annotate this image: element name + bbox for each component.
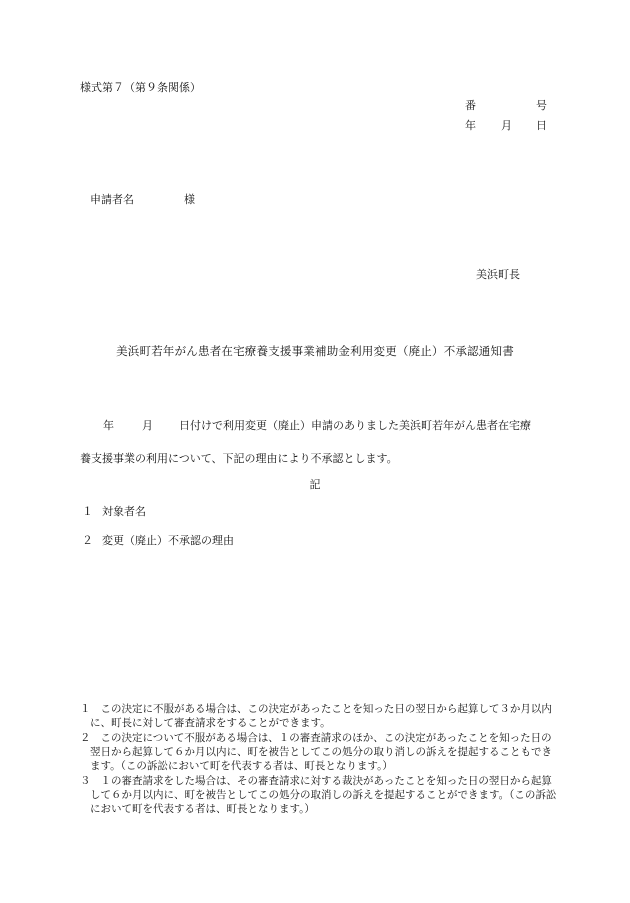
- document-number-suffix: 号: [536, 99, 547, 112]
- body-line-1: [103, 419, 531, 433]
- applicant-honorific: 様: [184, 193, 195, 206]
- body-year: 年: [103, 419, 114, 432]
- form-number: 様式第７（第９条関係）: [80, 81, 201, 94]
- appeal-note-1: [80, 702, 560, 730]
- item-label: 対象者名: [102, 505, 146, 518]
- body-line-1-text: 日付けで利用変更（廃止）申請のありました美浜町若年がん患者在宅療: [179, 419, 531, 432]
- issuer-name: 美浜町長: [476, 268, 520, 281]
- appeal-note-2: [80, 731, 560, 773]
- note-text: この決定について不服がある場合は、１の審査請求のほか、この決定があったことを知った日の翌日から起算して６か月以内に、町を被告としてこの処分の取り消しの訴えを提起することもできます。（この訴訟において町を代表する者は、町長となります。）: [90, 732, 552, 772]
- document-title: 美浜町若年がん患者在宅療養支援事業補助金利用変更（廃止）不承認通知書: [116, 344, 514, 358]
- body-month: 月: [142, 419, 153, 432]
- ki-heading: 記: [309, 478, 321, 491]
- applicant-name-label: 申請者名: [90, 193, 134, 206]
- note-number: １: [80, 703, 91, 715]
- item-number: １: [82, 505, 93, 518]
- note-text: この決定に不服がある場合は、この決定があったことを知った日の翌日から起算して３か月以内に、町長に対して審査請求をすることができます。: [90, 703, 552, 729]
- note-text: １の審査請求をした場合は、その審査請求に対する裁決があったことを知った日の翌日から起算して６か月以内に、町を被告としてこの処分の取消しの訴えを提起することができます。（この訴訟において町を代表する者は、町長となります。）: [90, 775, 557, 815]
- date-day: 日: [536, 119, 547, 132]
- date-month: 月: [501, 119, 512, 132]
- item-label: 変更（廃止）不承認の理由: [102, 534, 234, 547]
- item-target-person: [82, 505, 146, 519]
- appeal-notes: [80, 702, 560, 817]
- item-number: ２: [82, 534, 93, 547]
- date-year: 年: [465, 119, 476, 132]
- body-line-2: 養支援事業の利用について、下記の理由により不承認とします。: [80, 452, 398, 465]
- item-rejection-reason: [82, 534, 234, 548]
- document-number-label: 番: [465, 99, 476, 112]
- note-number: ３: [80, 775, 91, 787]
- note-number: ２: [80, 732, 91, 744]
- appeal-note-3: [80, 774, 560, 816]
